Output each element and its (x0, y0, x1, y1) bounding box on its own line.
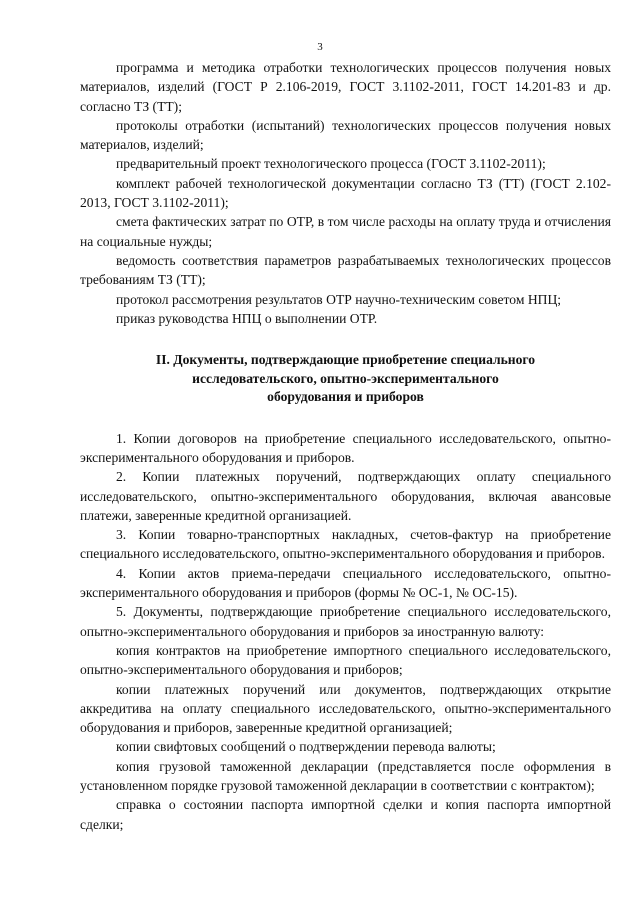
sub-item: копия контрактов на приобретение импортного специального исследовательского, опытно-экспериментального оборудования и приборов; (80, 642, 611, 678)
sub-item: копия грузовой таможенной декларации (представляется после оформления в установленном порядке грузовой таможенной декларации в соответствии с контрактом); (80, 758, 611, 793)
list-item: предварительный проект технологического процесса (ГОСТ 3.1102-2011); (116, 156, 546, 172)
sub-item: копии платежных поручений или документов, подтверждающих открытие аккредитива на оплату специального исследовательского, опытно-экспериментального оборудования и приборов, заверенные кредитной организацией; (80, 681, 611, 736)
list-item: протокол рассмотрения результатов ОТР научно-техническим советом НПЦ; (116, 291, 562, 307)
numbered-item: 3. Копии товарно-транспортных накладных, счетов-фактур на приобретение специального исследовательского, опытно-экспериментального оборудования и приборов. (80, 527, 611, 562)
numbered-item: 1. Копии договоров на приобретение специального исследовательского, опытно-экспериментального оборудования и приборов. (80, 430, 611, 465)
list-item: ведомость соответствия параметров разрабатываемых технологических процессов требованиям ТЗ (ТТ); (80, 252, 611, 288)
numbered-item: 5. Документы, подтверждающие приобретение специального исследовательского, опытно-экспериментального оборудования и приборов за иностранную валюту: (80, 604, 611, 639)
numbered-item: 4. Копии актов приема-передачи специального исследовательского, опытно-экспериментального оборудования и приборов (формы № ОС-1, № ОС-15). (80, 565, 611, 601)
list-item: программа и методика отработки технологических процессов получения новых материалов, изделий (ГОСТ Р 2.106-2019, ГОСТ 3.1102-2011, ГОСТ 14.201-83 и др. согласно ТЗ (ТТ); (80, 60, 611, 114)
list-item: комплект рабочей технологической документации согласно ТЗ (ТТ) (ГОСТ 2.102-2013, ГОСТ 3.1102-2011); (80, 175, 611, 211)
section-heading (80, 351, 611, 407)
section-heading-line: исследовательского, опытно-экспериментального (192, 370, 499, 386)
list-item: приказ руководства НПЦ о выполнении ОТР. (116, 310, 378, 326)
document-body (80, 58, 611, 834)
page-number: 3 (317, 41, 323, 53)
sub-item: копии свифтовых сообщений о подтверждении перевода валюты; (116, 739, 496, 755)
section-heading-line: оборудования и приборов (267, 389, 424, 405)
sub-item: справка о состоянии паспорта импортной сделки и копия паспорта импортной сделки; (80, 797, 611, 832)
section-heading-line: II. Документы, подтверждающие приобретение специального (155, 352, 536, 368)
numbered-item: 2. Копии платежных поручений, подтверждающих оплату специального исследовательского, опытно-экспериментального оборудования, включая авансовые платежи, заверенные кредитной организацией. (80, 469, 611, 523)
list-item: смета фактических затрат по ОТР, в том числе расходы на оплату труда и отчисления на социальные нужды; (80, 214, 611, 249)
list-item: протоколы отработки (испытаний) технологических процессов получения новых материалов, изделий; (80, 117, 611, 153)
